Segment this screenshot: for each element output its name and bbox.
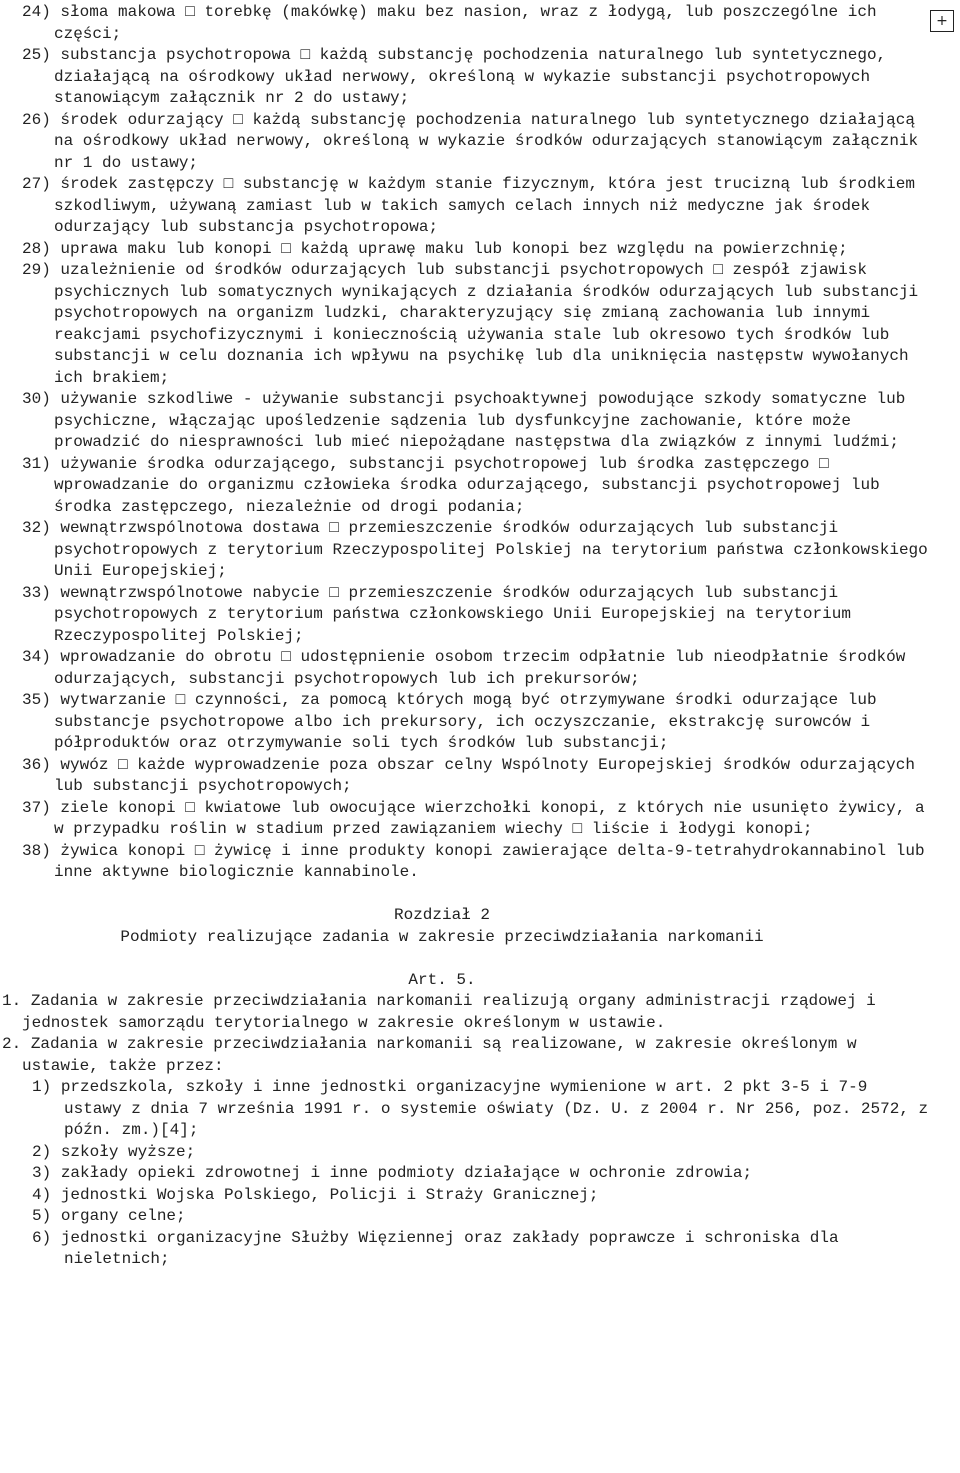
article-point-number: 2) bbox=[32, 1142, 52, 1161]
article-point bbox=[32, 1206, 932, 1228]
definition-item-text: słoma makowa □ torebkę (makówkę) maku bez nasion, wraz z łodygą, lub poszczególne ich części; bbox=[54, 3, 877, 43]
article-point bbox=[32, 1077, 932, 1142]
article-point-number: 1) bbox=[32, 1078, 52, 1096]
definition-item-number: 29) bbox=[22, 261, 51, 279]
definition-item-number: 26) bbox=[22, 110, 51, 129]
article-paragraphs bbox=[2, 991, 932, 1077]
article-point-number: 3) bbox=[32, 1164, 52, 1182]
definition-item-number: 30) bbox=[22, 390, 51, 408]
article-point bbox=[32, 1142, 932, 1164]
definition-item-number: 28) bbox=[22, 239, 51, 258]
article-paragraph-text: Zadania w zakresie przeciwdziałania narkomanii są realizowane, w zakresie określonym w ustawie, także przez: bbox=[22, 1035, 857, 1075]
article-point-number: 4) bbox=[32, 1185, 52, 1204]
article-point-text: jednostki organizacyjne Służby Więziennej oraz zakłady poprawcze i schroniska dla nieletnich; bbox=[60, 1228, 839, 1268]
article-point-text: szkoły wyższe; bbox=[60, 1142, 196, 1161]
definition-item-text: substancja psychotropowa □ każdą substancję pochodzenia naturalnego lub syntetycznego, działającą na ośrodkowy układ nerwowy, określoną w wykazie substancji psychotropowych stanowiącym załącznik nr 2 do ustawy; bbox=[54, 46, 887, 107]
definition-item bbox=[22, 841, 932, 884]
definition-item bbox=[22, 647, 932, 690]
definition-item-number: 38) bbox=[22, 841, 51, 860]
article-paragraph-number: 2. bbox=[2, 1035, 22, 1053]
article-label: Art. 5. bbox=[408, 970, 476, 989]
definition-item bbox=[22, 583, 932, 648]
definition-item bbox=[22, 110, 932, 175]
definition-item-text: wywóz □ każde wyprowadzenie poza obszar celny Wspólnoty Europejskiej środków odurzających lub substancji psychotropowych; bbox=[54, 755, 915, 795]
definition-item bbox=[22, 454, 932, 519]
definition-item-text: wewnątrzwspólnotowa dostawa □ przemieszczenie środków odurzających lub substancji psychotropowych z terytorium Rzeczypospolitej Polskiej na terytorium państwa członkowskiego Unii Europejskiej; bbox=[54, 519, 928, 580]
definition-item bbox=[22, 798, 932, 841]
article-point-number: 5) bbox=[32, 1207, 52, 1225]
article-point-text: przedszkola, szkoły i inne jednostki organizacyjne wymienione w art. 2 pkt 3-5 i 7-9 ustawy z dnia 7 września 1991 r. o systemie oświaty (Dz. U. z 2004 r. Nr 256, poz. 2572, z późn. zm.)[4]; bbox=[60, 1078, 929, 1139]
definition-item-text: środek odurzający □ każdą substancję pochodzenia naturalnego lub syntetycznego działającą na ośrodkowy układ nerwowy, określoną w wykazie środków odurzających stanowiącym załącznik nr 1 do ustawy; bbox=[54, 110, 919, 172]
definition-item bbox=[22, 389, 932, 454]
article-paragraph-number: 1. bbox=[2, 992, 22, 1010]
definition-item bbox=[22, 260, 932, 389]
legal-text bbox=[2, 2, 932, 1280]
definition-item-number: 31) bbox=[22, 454, 51, 473]
definition-item-text: żywica konopi □ żywicę i inne produkty konopi zawierające delta-9-tetrahydrokannabinol lub inne aktywne biologicznie kannabinole. bbox=[54, 841, 925, 881]
article-point-text: organy celne; bbox=[60, 1207, 186, 1225]
definition-item-number: 37) bbox=[22, 798, 51, 817]
definition-item bbox=[22, 239, 932, 261]
article-point bbox=[32, 1271, 932, 1280]
definition-item-text: ziele konopi □ kwiatowe lub owocujące wierzchołki konopi, z których nie usunięto żywicy, a w przypadku roślin w stadium przed zawiązaniem wiechy □ liście i łodygi konopi; bbox=[54, 798, 925, 838]
definition-item-number: 34) bbox=[22, 648, 51, 666]
definition-item-text: wprowadzanie do obrotu □ udostępnienie osobom trzecim odpłatnie lub nieodpłatnie środków odurzających, substancji psychotropowych lub ich prekursorów; bbox=[54, 648, 906, 688]
definition-item-text: uprawa maku lub konopi □ każdą uprawę maku lub konopi bez względu na powierzchnię; bbox=[60, 239, 848, 258]
definition-item-number: 36) bbox=[22, 755, 51, 774]
definitions-list bbox=[22, 2, 932, 884]
definition-item-number: 27) bbox=[22, 175, 51, 193]
article-paragraph bbox=[2, 991, 932, 1034]
definition-item-text: używanie środka odurzającego, substancji psychotropowej lub środka zastępczego □ wprowadzanie do organizmu człowieka środka odurzającego, substancji psychotropowej lub środka zastępczego, niezależnie od drogi podania; bbox=[54, 454, 880, 516]
article-point-text: jednostki Wojska Polskiego, Policji i Straży Granicznej; bbox=[60, 1185, 599, 1204]
expand-marker[interactable]: + bbox=[930, 10, 954, 32]
definition-item bbox=[22, 755, 932, 798]
definition-item bbox=[22, 2, 932, 45]
article-point-number: 6) bbox=[32, 1228, 52, 1247]
definition-item-number: 24) bbox=[22, 3, 51, 21]
article-point-text: zakłady opieki zdrowotnej i inne podmioty działające w ochronie zdrowia; bbox=[60, 1164, 753, 1182]
definition-item-number: 32) bbox=[22, 519, 51, 537]
article-point bbox=[32, 1163, 932, 1185]
chapter-title: Podmioty realizujące zadania w zakresie przeciwdziałania narkomanii bbox=[120, 927, 764, 946]
definition-item-number: 33) bbox=[22, 583, 51, 602]
article-point bbox=[32, 1228, 932, 1271]
definition-item bbox=[22, 518, 932, 583]
definition-item-text: wewnątrzwspólnotowe nabycie □ przemieszczenie środków odurzających lub substancji psychotropowych z terytorium państwa członkowskiego Unii Europejskiej na terytorium Rzeczypospolitej Polskiej; bbox=[54, 583, 851, 645]
definition-item bbox=[22, 690, 932, 755]
definition-item bbox=[22, 174, 932, 239]
article-paragraph-text: Zadania w zakresie przeciwdziałania narkomanii realizują organy administracji rządowej i jednostek samorządu terytorialnego w zakresie określonym w ustawie. bbox=[22, 992, 876, 1032]
chapter-label: Rozdział 2 bbox=[393, 906, 490, 924]
article-point bbox=[32, 1185, 932, 1207]
article-point-partial bbox=[64, 1271, 932, 1280]
definition-item-text: używanie szkodliwe - używanie substancji psychoaktywnej powodujące szkody somatyczne lub psychiczne, włączając upośledzenie sądzenia lub dysfunkcyjne zachowanie, które może prowadzić do niesprawności lub mieć niepożądane następstwa dla związków z innymi ludźmi; bbox=[54, 390, 906, 451]
article-points bbox=[22, 1077, 932, 1280]
definition-item-text: uzależnienie od środków odurzających lub substancji psychotropowych □ zespół zjawisk psychicznych lub somatycznych wynikających z działania środków odurzających lub substancji psychotropowych na organizm ludzki, charakteryzujący się zmianą zachowania lub innymi reakcjami psychofizycznymi i koniecznością używania stale lub okresowo tych środków lub substancji w celu doznania ich wpływu na psychikę lub dla uniknięcia następstw wywołanych ich brakiem; bbox=[54, 261, 919, 387]
definition-item-number: 35) bbox=[22, 691, 51, 709]
article-paragraph bbox=[2, 1034, 932, 1077]
definition-item-number: 25) bbox=[22, 46, 51, 64]
definition-item-text: wytwarzanie □ czynności, za pomocą których mogą być otrzymywane środki odurzające lub substancje psychotropowe albo ich prekursory, ich oczyszczanie, ekstrakcję surowców i półproduktów oraz otrzymywanie soli tych środków lub substancji; bbox=[54, 691, 877, 752]
definition-item bbox=[22, 45, 932, 110]
definition-item-text: środek zastępczy □ substancję w każdym stanie fizycznym, która jest trucizną lub środkiem szkodliwym, używaną zamiast lub w takich samych celach innych niż medyczne jak środek odurzający lub substancja psychotropowa; bbox=[54, 175, 915, 236]
